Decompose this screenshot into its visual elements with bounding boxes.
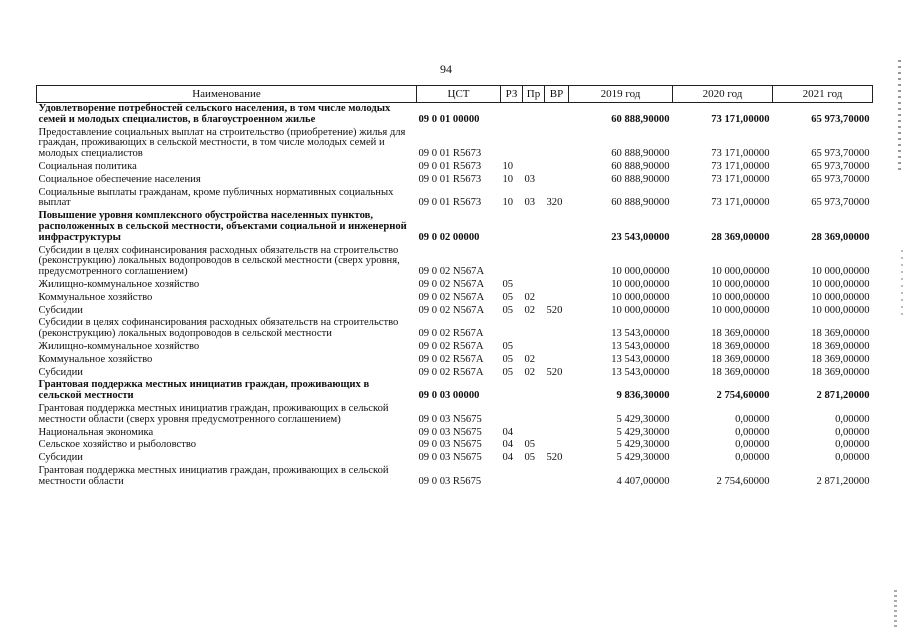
cell-pr: 02 [524, 366, 536, 378]
cell-name: Субсидии в целях софинансирования расходных обязательств на строительство (реконструкцию) локальных водопроводов в сельской местности [38, 317, 399, 340]
cell-y2019: 60 888,90000 [611, 148, 670, 160]
cell-y2019: 60 888,90000 [611, 160, 670, 172]
cell-name: Коммунальное хозяйство [38, 291, 153, 303]
cell-y2020: 73 171,00000 [711, 113, 770, 125]
cell-name: Социальное обеспечение населения [38, 173, 201, 185]
table-row [37, 452, 873, 465]
cell-vr [545, 379, 569, 403]
cell-cst: 09 0 03 N5675 [418, 413, 482, 425]
cell-name: Национальная экономика [38, 426, 154, 438]
cell-y2019: 9 836,30000 [616, 390, 670, 402]
cell-y2021: 65 973,70000 [811, 160, 870, 172]
budget-table [36, 85, 873, 489]
table-header-row [37, 86, 873, 103]
cell-cst: 09 0 01 00000 [418, 113, 480, 125]
cell-cst: 09 0 01 R5673 [418, 173, 482, 185]
cell-name: Социальная политика [38, 160, 137, 172]
table-row [37, 354, 873, 367]
cell-y2020: 18 369,00000 [711, 340, 770, 352]
scan-edge-mark [898, 60, 901, 170]
table-row [37, 127, 873, 161]
cell-vr [545, 174, 569, 187]
cell-name: Предоставление социальных выплат на строительство (приобретение) жилья для граждан, проживающих в сельской местности, в том числе молодых семей и молодых специалистов [38, 126, 406, 160]
cell-y2021: 10 000,00000 [811, 304, 870, 316]
cell-y2019: 5 429,30000 [616, 413, 670, 425]
cell-y2019: 4 407,00000 [616, 475, 670, 487]
cell-y2021: 18 369,00000 [811, 353, 870, 365]
cell-y2021: 28 369,00000 [811, 231, 870, 243]
cell-pr: 03 [524, 197, 536, 209]
cell-vr [545, 465, 569, 489]
cell-pr: 02 [524, 304, 536, 316]
cell-vr [545, 103, 569, 127]
cell-rz: 10 [502, 173, 514, 185]
cell-cst: 09 0 02 00000 [418, 231, 480, 243]
table-row [37, 403, 873, 427]
cell-y2020: 73 171,00000 [711, 173, 770, 185]
cell-name: Субсидии [38, 452, 83, 464]
cell-y2021: 2 871,20000 [816, 475, 870, 487]
cell-rz [501, 210, 523, 244]
table-row [37, 174, 873, 187]
scan-edge-mark [901, 250, 903, 320]
cell-pr: 02 [524, 353, 536, 365]
cell-y2021: 0,00000 [835, 426, 870, 438]
cell-pr [523, 317, 545, 341]
cell-pr [523, 403, 545, 427]
cell-vr [545, 210, 569, 244]
cell-rz [501, 127, 523, 161]
cell-y2019: 5 429,30000 [616, 452, 670, 464]
cell-pr [523, 210, 545, 244]
cell-name: Сельское хозяйство и рыболовство [38, 439, 197, 451]
table-row [37, 210, 873, 244]
cell-rz: 05 [502, 304, 514, 316]
cell-name: Субсидии [38, 366, 83, 378]
cell-pr [523, 245, 545, 279]
table-row [37, 305, 873, 318]
cell-y2019: 60 888,90000 [611, 173, 670, 185]
cell-vr [545, 439, 569, 452]
cell-y2021: 10 000,00000 [811, 291, 870, 303]
cell-y2021: 65 973,70000 [811, 197, 870, 209]
table-row [37, 379, 873, 403]
cell-y2021: 0,00000 [835, 452, 870, 464]
cell-y2020: 0,00000 [735, 413, 770, 425]
cell-y2021: 10 000,00000 [811, 278, 870, 290]
cell-name: Коммунальное хозяйство [38, 353, 153, 365]
cell-cst: 09 0 02 N567A [418, 291, 485, 303]
cell-y2019: 60 888,90000 [611, 197, 670, 209]
table-row [37, 103, 873, 127]
cell-cst: 09 0 02 R567A [418, 366, 484, 378]
cell-name: Повышение уровня комплексного обустройства населенных пунктов, расположенных в сельской местности, объектами социальной и инженерной инфраструктуры [38, 210, 407, 243]
cell-y2021: 65 973,70000 [811, 148, 870, 160]
cell-y2020: 0,00000 [735, 426, 770, 438]
header-cst: ЦСТ [417, 86, 501, 103]
cell-y2020: 2 754,60000 [716, 390, 770, 402]
cell-rz: 05 [502, 291, 514, 303]
cell-y2020: 0,00000 [735, 452, 770, 464]
table-row [37, 465, 873, 489]
cell-y2019: 13 543,00000 [611, 340, 670, 352]
table-row [37, 161, 873, 174]
cell-pr [523, 465, 545, 489]
cell-cst: 09 0 02 R567A [418, 353, 484, 365]
cell-cst: 09 0 02 R567A [418, 328, 484, 340]
cell-y2019: 10 000,00000 [611, 266, 670, 278]
cell-y2019: 10 000,00000 [611, 278, 670, 290]
cell-rz: 10 [502, 197, 514, 209]
cell-y2021: 0,00000 [835, 413, 870, 425]
header-2020: 2020 год [673, 86, 773, 103]
cell-pr [523, 161, 545, 174]
cell-name: Удовлетворение потребностей сельского населения, в том числе молодых семей и молодых специалистов, в благоустроенном жилье [38, 103, 391, 125]
cell-name: Субсидии в целях софинансирования расходных обязательств на строительство (реконструкцию) локальных водопроводов в сельской местности (сверх уровня, предусмотренного соглашением) [38, 244, 400, 278]
cell-y2020: 10 000,00000 [711, 278, 770, 290]
cell-y2021: 65 973,70000 [811, 173, 870, 185]
cell-pr: 03 [524, 173, 536, 185]
cell-cst: 09 0 03 N5675 [418, 426, 482, 438]
cell-cst: 09 0 02 R567A [418, 340, 484, 352]
cell-cst: 09 0 01 R5673 [418, 148, 482, 160]
cell-pr: 05 [524, 452, 536, 464]
cell-rz: 05 [502, 353, 514, 365]
cell-y2020: 0,00000 [735, 439, 770, 451]
cell-rz [501, 403, 523, 427]
cell-rz: 05 [502, 278, 514, 290]
cell-pr [523, 379, 545, 403]
cell-name: Грантовая поддержка местных инициатив граждан, проживающих в сельской местности области (сверх уровня предусмотренного соглашением) [38, 402, 389, 425]
cell-vr [545, 161, 569, 174]
cell-pr [523, 427, 545, 440]
cell-y2021: 18 369,00000 [811, 328, 870, 340]
cell-y2021: 0,00000 [835, 439, 870, 451]
cell-pr [523, 279, 545, 292]
cell-y2020: 18 369,00000 [711, 328, 770, 340]
cell-cst: 09 0 02 N567A [418, 278, 485, 290]
cell-pr: 05 [524, 439, 536, 451]
cell-vr: 520 [546, 304, 563, 316]
cell-y2020: 10 000,00000 [711, 266, 770, 278]
cell-y2020: 28 369,00000 [711, 231, 770, 243]
table-row [37, 367, 873, 380]
cell-name: Грантовая поддержка местных инициатив граждан, проживающих в сельской местности области [38, 464, 389, 487]
cell-rz [501, 245, 523, 279]
cell-y2021: 2 871,20000 [816, 390, 870, 402]
cell-rz: 04 [502, 426, 514, 438]
table-row [37, 245, 873, 279]
cell-cst: 09 0 03 N5675 [418, 439, 482, 451]
cell-cst: 09 0 03 R5675 [418, 475, 482, 487]
cell-y2019: 13 543,00000 [611, 366, 670, 378]
cell-pr [523, 103, 545, 127]
cell-y2020: 73 171,00000 [711, 197, 770, 209]
cell-pr [523, 341, 545, 354]
cell-y2019: 5 429,30000 [616, 426, 670, 438]
cell-y2019: 5 429,30000 [616, 439, 670, 451]
cell-rz: 04 [502, 439, 514, 451]
cell-y2020: 73 171,00000 [711, 160, 770, 172]
cell-name: Грантовая поддержка местных инициатив граждан, проживающих в сельской местности [38, 379, 370, 402]
cell-y2020: 2 754,60000 [716, 475, 770, 487]
cell-rz: 10 [502, 160, 514, 172]
cell-rz [501, 103, 523, 127]
cell-y2021: 65 973,70000 [811, 113, 870, 125]
cell-vr [545, 245, 569, 279]
cell-vr: 520 [546, 452, 563, 464]
cell-name: Социальные выплаты гражданам, кроме публичных нормативных социальных выплат [38, 186, 394, 209]
cell-y2020: 10 000,00000 [711, 291, 770, 303]
cell-name: Жилищно-коммунальное хозяйство [38, 278, 200, 290]
header-name: Наименование [37, 86, 417, 103]
cell-y2019: 10 000,00000 [611, 291, 670, 303]
table-row [37, 279, 873, 292]
cell-vr [545, 341, 569, 354]
cell-pr: 02 [524, 291, 536, 303]
header-pr: Пр [523, 86, 545, 103]
table-row [37, 292, 873, 305]
cell-y2019: 10 000,00000 [611, 304, 670, 316]
table-row [37, 427, 873, 440]
cell-rz: 05 [502, 366, 514, 378]
cell-vr: 320 [546, 197, 563, 209]
cell-name: Жилищно-коммунальное хозяйство [38, 340, 200, 352]
cell-vr [545, 427, 569, 440]
cell-cst: 09 0 02 N567A [418, 266, 485, 278]
cell-y2020: 10 000,00000 [711, 304, 770, 316]
cell-pr [523, 127, 545, 161]
cell-y2019: 23 543,00000 [611, 231, 670, 243]
cell-rz [501, 379, 523, 403]
cell-rz [501, 465, 523, 489]
cell-y2020: 18 369,00000 [711, 366, 770, 378]
cell-name: Субсидии [38, 304, 83, 316]
scan-edge-mark [894, 590, 897, 630]
cell-y2021: 18 369,00000 [811, 366, 870, 378]
cell-y2019: 13 543,00000 [611, 353, 670, 365]
cell-y2021: 18 369,00000 [811, 340, 870, 352]
cell-y2019: 60 888,90000 [611, 113, 670, 125]
table-row [37, 439, 873, 452]
table-row [37, 187, 873, 211]
cell-vr [545, 292, 569, 305]
cell-vr [545, 317, 569, 341]
cell-vr [545, 403, 569, 427]
cell-cst: 09 0 03 N5675 [418, 452, 482, 464]
page-number: 94 [440, 62, 452, 76]
cell-rz: 05 [502, 340, 514, 352]
cell-cst: 09 0 01 R5673 [418, 160, 482, 172]
cell-cst: 09 0 03 00000 [418, 390, 480, 402]
table-row [37, 341, 873, 354]
cell-rz: 04 [502, 452, 514, 464]
cell-vr [545, 127, 569, 161]
cell-y2021: 10 000,00000 [811, 266, 870, 278]
header-rz: РЗ [501, 86, 523, 103]
cell-y2020: 18 369,00000 [711, 353, 770, 365]
cell-cst: 09 0 01 R5673 [418, 197, 482, 209]
header-2021: 2021 год [773, 86, 873, 103]
cell-rz [501, 317, 523, 341]
header-2019: 2019 год [569, 86, 673, 103]
cell-vr: 520 [546, 366, 563, 378]
cell-vr [545, 279, 569, 292]
table-row [37, 317, 873, 341]
cell-y2019: 13 543,00000 [611, 328, 670, 340]
header-vr: ВР [545, 86, 569, 103]
cell-y2020: 73 171,00000 [711, 148, 770, 160]
cell-vr [545, 354, 569, 367]
cell-cst: 09 0 02 N567A [418, 304, 485, 316]
